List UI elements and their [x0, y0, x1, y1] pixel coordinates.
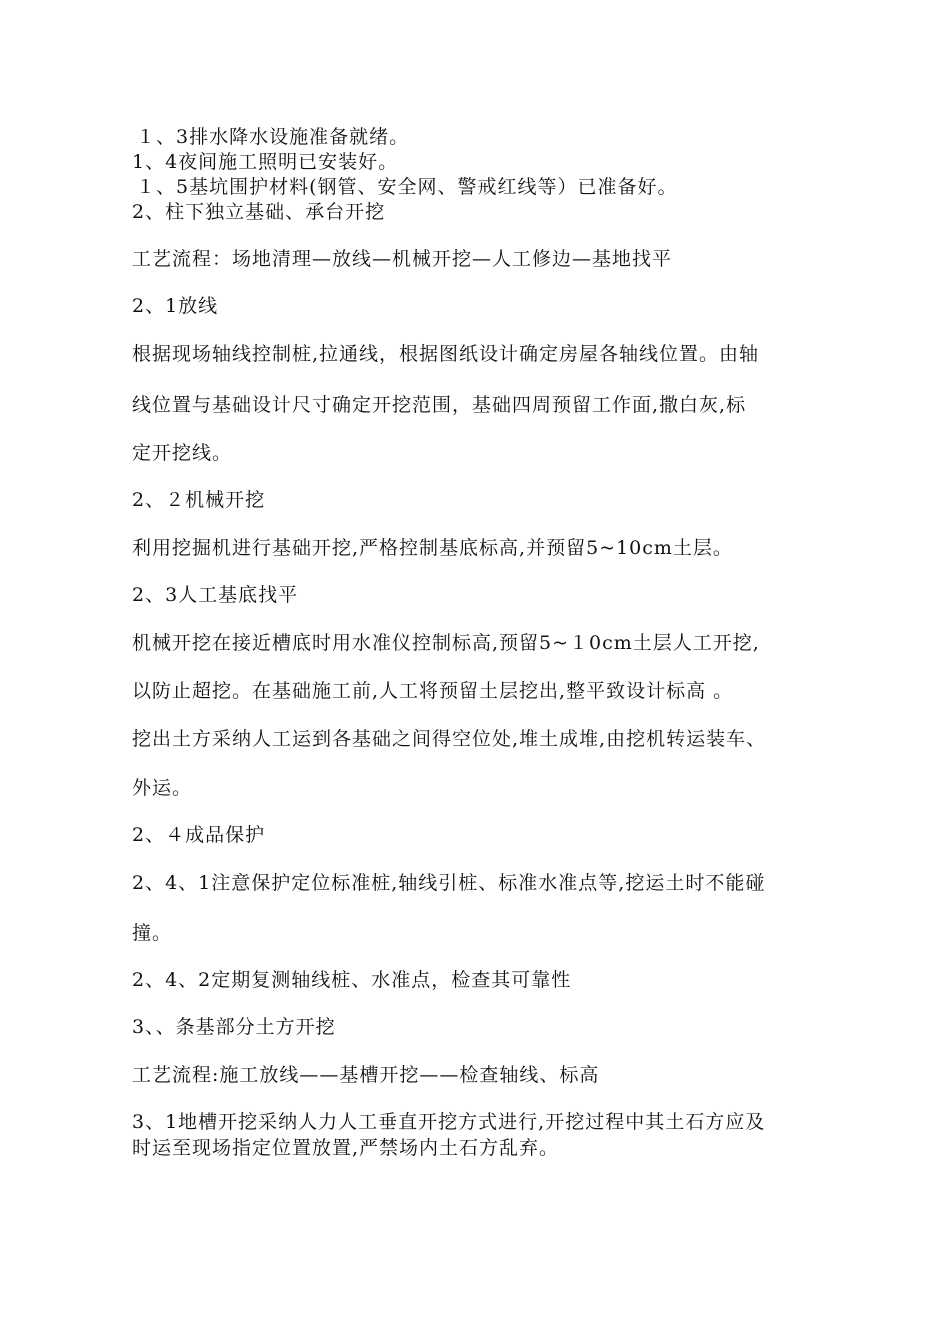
section-heading: 2、3人工基底找平: [132, 584, 299, 606]
section-heading: 3、、条基部分土方开挖: [132, 1016, 336, 1038]
text-line: 工艺流程:施工放线——基槽开挖——检查轴线、标高: [132, 1064, 600, 1086]
text-line: １、3排水降水设施准备就绪。: [136, 126, 410, 148]
text-line: 线位置与基础设计尺寸确定开挖范围，基础四周预留工作面,撒白灰,标: [132, 394, 747, 416]
text-line: １、5基坑围护材料(钢管、安全网、警戒红线等）已准备好。: [136, 176, 678, 198]
text-line: 定开挖线。: [132, 442, 233, 464]
section-heading: 2、柱下独立基础、承台开挖: [132, 201, 386, 223]
section-heading: 2、２机械开挖: [132, 489, 266, 511]
text-line: 3、1地槽开挖采纳人力人工垂直开挖方式进行,开挖过程中其土石方应及: [132, 1111, 766, 1133]
text-line: 挖出土方采纳人工运到各基础之间得空位处,堆土成堆,由挖机转运装车、: [132, 728, 767, 750]
text-line: 2、4、1注意保护定位标准桩,轴线引桩、标准水准点等,挖运土时不能碰: [132, 872, 766, 894]
section-heading: 2、４成品保护: [132, 824, 266, 846]
text-line: 2、4、2定期复测轴线桩、水准点，检查其可靠性: [132, 969, 572, 991]
text-line: 根据现场轴线控制桩,拉通线，根据图纸设计确定房屋各轴线位置。由轴: [132, 343, 760, 365]
text-line: 机械开挖在接近槽底时用水准仪控制标高,预留5~１0cm土层人工开挖,: [132, 632, 760, 654]
text-line: 1、4夜间施工照明已安装好。: [132, 151, 399, 173]
text-line: 撞。: [132, 922, 173, 944]
text-line: 外运。: [132, 777, 193, 799]
text-line: 利用挖掘机进行基础开挖,严格控制基底标高,并预留5~10cm土层。: [132, 537, 733, 559]
text-line: 工艺流程：场地清理—放线—机械开挖—人工修边—基地找平: [132, 248, 673, 270]
section-heading: 2、1放线: [132, 295, 219, 317]
text-line: 以防止超挖。在基础施工前,人工将预留土层挖出,整平致设计标高 。: [132, 680, 734, 702]
text-line: 时运至现场指定位置放置,严禁场内土石方乱弃。: [132, 1137, 560, 1159]
